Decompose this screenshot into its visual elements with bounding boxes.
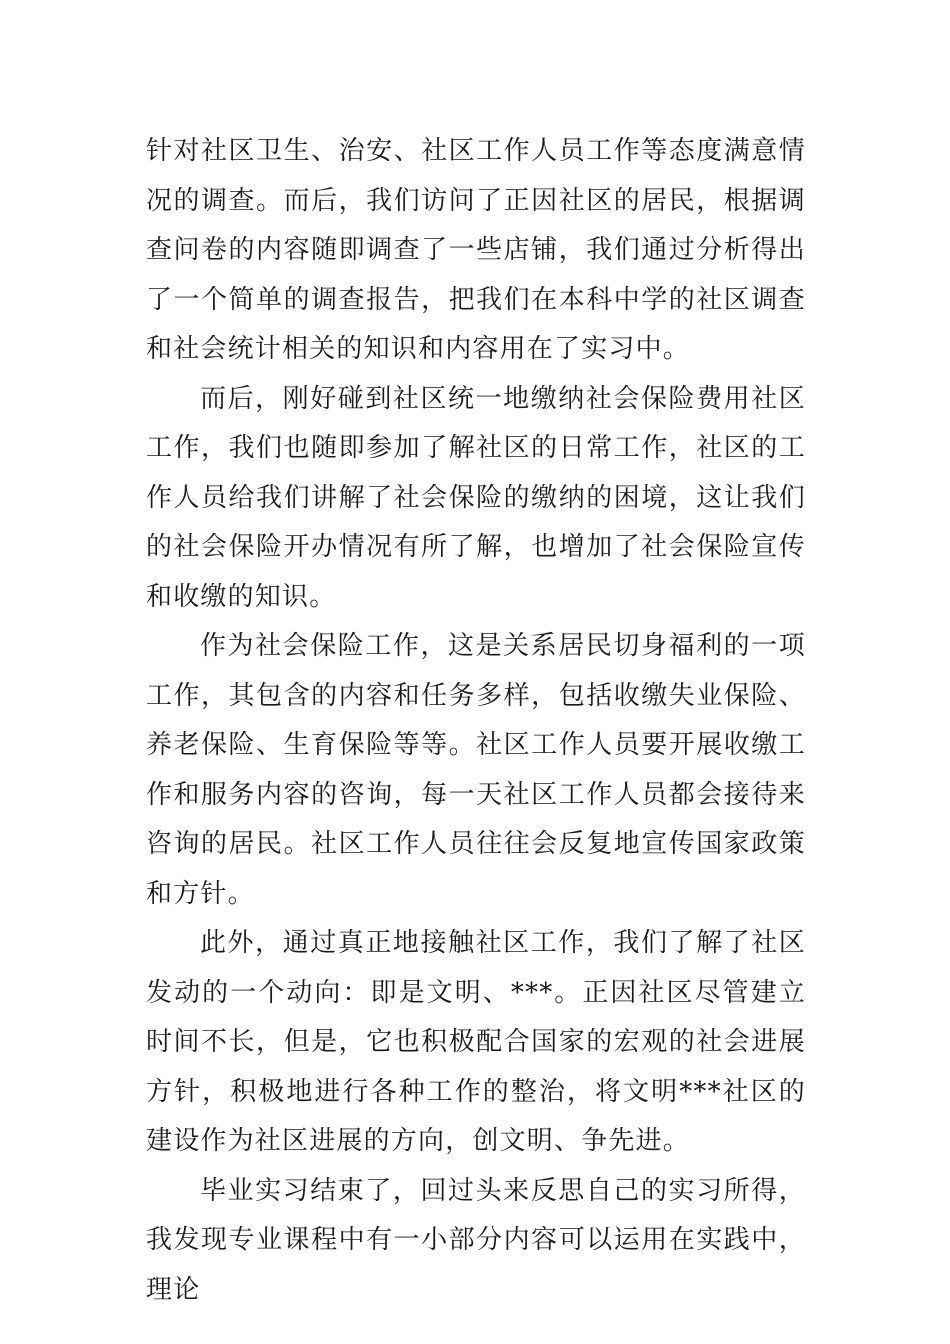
- paragraph-5: 毕业实习结束了，回过头来反思自己的实习所得，我发现专业课程中有一小部分内容可以运用在实践中，理论: [146, 1175, 806, 1305]
- paragraph-2: 而后，刚好碰到社区统一地缴纳社会保险费用社区工作，我们也随即参加了解社区的日常工作，社区的工作人员给我们讲解了社会保险的缴纳的困境，这让我们的社会保险开办情况有所了解，也增加了社会保险宣传和收缴的知识。: [146, 383, 806, 612]
- paragraph-3: 作为社会保险工作，这是关系居民切身福利的一项工作，其包含的内容和任务多样，包括收缴失业保险、养老保险、生育保险等等。社区工作人员要开展收缴工作和服务内容的咨询，每一天社区工作人员都会接待来咨询的居民。社区工作人员往往会反复地宣传国家政策和方针。: [146, 631, 806, 909]
- paragraph-1: 针对社区卫生、治安、社区工作人员工作等态度满意情况的调查。而后，我们访问了正因社区的居民，根据调查问卷的内容随即调查了一些店铺，我们通过分析得出了一个简单的调查报告，把我们在本科中学的社区调查和社会统计相关的知识和内容用在了实习中。: [146, 136, 806, 364]
- paragraph-4: 此外，通过真正地接触社区工作，我们了解了社区发动的一个动向：即是文明、***。正因社区尽管建立时间不长，但是，它也积极配合国家的宏观的社会进展方针，积极地进行各种工作的整治，将文明***社区的建设作为社区进展的方向，创文明、争先进。: [146, 928, 806, 1156]
- document-body: [146, 127, 806, 1315]
